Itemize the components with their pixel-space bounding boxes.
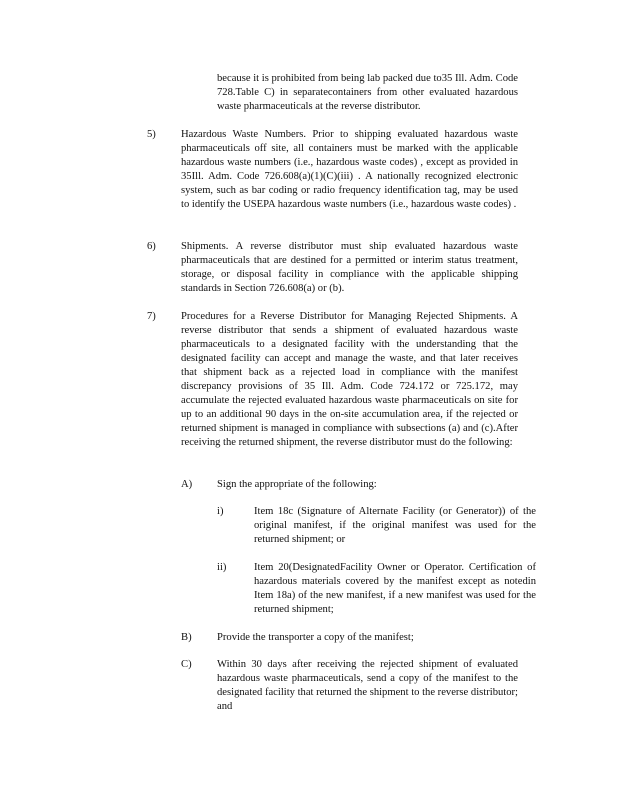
- item-text: Shipments. A reverse distributor must ship evaluated hazardous waste pharmaceuticals that are destined for a permitted or interim status treatment, storage, or disposal facility in compliance with the applicable shipping standards in Section 726.608(a) or (b).: [181, 241, 518, 294]
- subitem-text: Sign the appropriate of the following:: [217, 479, 377, 490]
- subsubitem-number: i): [217, 506, 224, 517]
- subsubitem-text: Item 20(DesignatedFacility Owner or Operator. Certification of hazardous materials covered by the manifest except as notedin Item 18a) of the new manifest, if a new manifest was used for the returned shipment;: [254, 562, 536, 615]
- subitem-number: C): [181, 659, 192, 670]
- subsubitem-text: Item 18c (Signature of Alternate Facility (or Generator)) of the original manifest, if the original manifest was used for the returned shipment; or: [254, 506, 536, 545]
- subitem-text: Within 30 days after receiving the rejected shipment of evaluated hazardous waste pharmaceuticals, send a copy of the manifest to the designated facility that returned the shipment to the reverse distributor; and: [217, 659, 518, 712]
- item-text: Procedures for a Reverse Distributor for Managing Rejected Shipments. A reverse distributor that sends a shipment of evaluated hazardous waste pharmaceuticals to a designated facility with the understanding that the designated facility can accept and manage the waste, and that later receives that shipment back as a rejected load in compliance with the manifest discrepancy provisions of 35 Ill. Adm. Code 724.172 or 725.172, may accumulate the rejected evaluated hazardous waste pharmaceuticals on site for up to an additional 90 days in the on-site accumulation area, if the rejected or returned shipment is managed in compliance with subsections (a) and (c).After receiving the returned shipment, the reverse distributor must do the following:: [181, 311, 518, 448]
- item-text: Hazardous Waste Numbers. Prior to shipping evaluated hazardous waste pharmaceuticals off site, all containers must be marked with the applicable hazardous waste numbers (i.e., hazardous waste codes) , except as provided in 35Ill. Adm. Code 726.608(a)(1)(C)(iii) . A nationally recognized electronic system, such as bar coding or radio frequency identification tag, may be used to identify the USEPA hazardous waste numbers (i.e., hazardous waste codes) .: [181, 129, 518, 210]
- item-number: 6): [147, 241, 156, 252]
- subitem-number: A): [181, 479, 193, 490]
- item-number: 7): [147, 311, 156, 322]
- item-number: 5): [147, 129, 156, 140]
- subsubitem-number: ii): [217, 562, 227, 573]
- subitem-number: B): [181, 632, 192, 643]
- continuation-paragraph: because it is prohibited from being lab packed due to35 Ill. Adm. Code 728.Table C) in separatecontainers from other evaluated hazardous waste pharmaceuticals at the reverse distributor.: [217, 73, 518, 112]
- subitem-text: Provide the transporter a copy of the manifest;: [217, 632, 414, 643]
